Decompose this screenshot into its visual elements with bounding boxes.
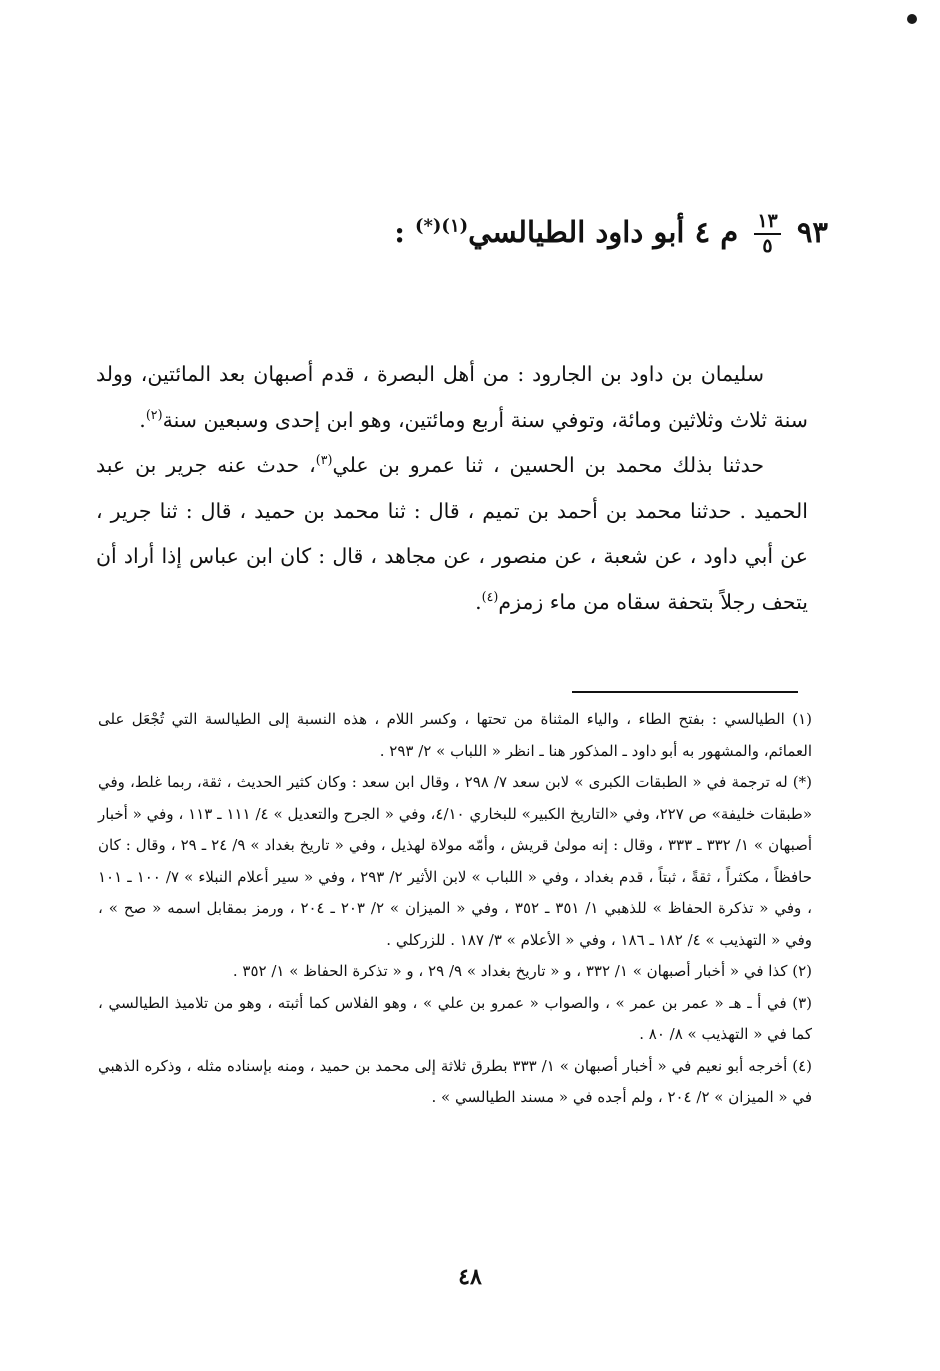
fraction-numerator: ١٣ — [754, 212, 780, 235]
entry-heading — [110, 212, 828, 256]
footnote-ref: (٣) — [315, 452, 333, 468]
footnote-ref: (٤) — [481, 588, 499, 604]
footnote: (٤) أخرجه أبو نعيم في « أخبار أصبهان » ١/ ٣٣٣ بطرق ثلاثة إلى محمد بن حميد ، ومنه بإسناده مثله ، وذكره الذهبي في « الميزان » ٢/ ٢٠٤ ، ولم أجده في « مسند الطيالسي » . — [98, 1056, 813, 1106]
heading-colon: : — [394, 215, 405, 249]
footnotes — [98, 704, 812, 1114]
entry-code: م ٤ — [694, 215, 739, 249]
paragraph-text: ، حدث عنه جرير بن عبد الحميد . حدثنا محمد بن أحمد بن تميم ، قال : ثنا محمد بن حميد ، قال : ثنا جرير ، عن أبي داود ، عن شعبة ، عن منصور ، عن مجاهد ، قال : كان ابن عباس إذا أراد أن يتحف رجلاً بتحفة سقاه من ماء زمزم — [96, 453, 808, 614]
footnote-separator — [572, 691, 798, 693]
fraction-denominator: ٥ — [762, 235, 773, 257]
footnote: (٣) في أ ـ هـ « عمر بن عمر » ، والصواب « عمرو بن علي » ، وهو الفلاس كما أثبته ، وهو من تلاميذ الطيالسي ، كما في « التهذيب » ٨/ ٨٠ . — [98, 993, 812, 1043]
paragraph-tail: . — [139, 407, 146, 432]
footnote: (٢) كذا في « أخبار أصبهان » ١/ ٣٣٢ ، و « تاريخ بغداد » ٩/ ٢٩ ، و « تذكرة الحفاظ » ١/ ٣٥٢ . — [232, 962, 812, 980]
footnote: (١) الطيالسي : بفتح الطاء ، والياء المثناة من تحتها ، وكسر اللام ، هذه النسبة إلى الطيالسة التي تُجْعَل على العمائم، والمشهور به أبو داود ـ المذكور هنا ـ انظر « اللباب » ٢/ ٢٩٣ . — [98, 710, 812, 760]
paragraph — [96, 443, 808, 625]
paragraph — [96, 352, 808, 443]
page-number: ٤٨ — [458, 1264, 482, 1290]
entry-number: ٩٣ — [796, 215, 828, 249]
entry-name: أبو داود الطيالسي — [468, 215, 685, 249]
main-text — [96, 352, 808, 625]
paragraph-tail: . — [475, 589, 482, 614]
paragraph-text: حدثنا بذلك محمد بن الحسين ، ثنا عمرو بن علي — [332, 453, 765, 477]
footnote: (*) له ترجمة في « الطبقات الكبرى » لابن سعد ٧/ ٢٩٨ ، وقال ابن سعد : وكان كثير الحديث ، ثقة، ربما غلط، وفي «طبقات خليفة» ص ٢٢٧، وفي «التاريخ الكبير» للبخاري ٤/١٠، وفي « الجرح والتعديل » ٤/ ١١١ ـ ١١٣ ، وفي « أخبار أصبهان » ١/ ٣٣٢ ـ ٣٣٣ ، وقال : إنه مولىٰ قريش ، وأمّه مولاة لهذيل ، وفي « تاريخ بغداد » ٩/ ٢٤ ـ ٢٩ ، وقال : كان حافظاً ، مكثراً ، ثقةً ، ثبتاً ، قدم بغداد ، وفي « اللباب » لابن الأثير ٢/ ٢٩٣ ، وفي « سير أعلام النبلاء » ٧/ ١٠٠ ـ ١٠١ ، وفي « تذكرة الحفاظ » للذهبي ١/ ٣٥١ ـ ٣٥٢ ، وفي « الميزان » ٢/ ٢٠٣ ـ ٢٠٤ ، ورمز بمقابل اسمه « صح » ، وفي « التهذيب » ٤/ ١٨٢ ـ ١٨٦ ، وفي « الأعلام » ٣/ ١٨٧ . للزركلي . — [98, 773, 813, 949]
paragraph-text: سليمان بن داود بن الجارود : من أهل البصرة ، قدم أصبهان بعد المائتين، وولد سنة ثلاث وثلاثين ومائة، وتوفي سنة أربع ومائتين، وهو ابن إحدى وسبعين سنة — [96, 362, 808, 432]
entry-fraction — [754, 212, 780, 256]
heading-note-refs: (١)(*) — [415, 215, 469, 237]
footnote-ref: (٢) — [145, 406, 163, 422]
corner-dot — [907, 14, 917, 24]
